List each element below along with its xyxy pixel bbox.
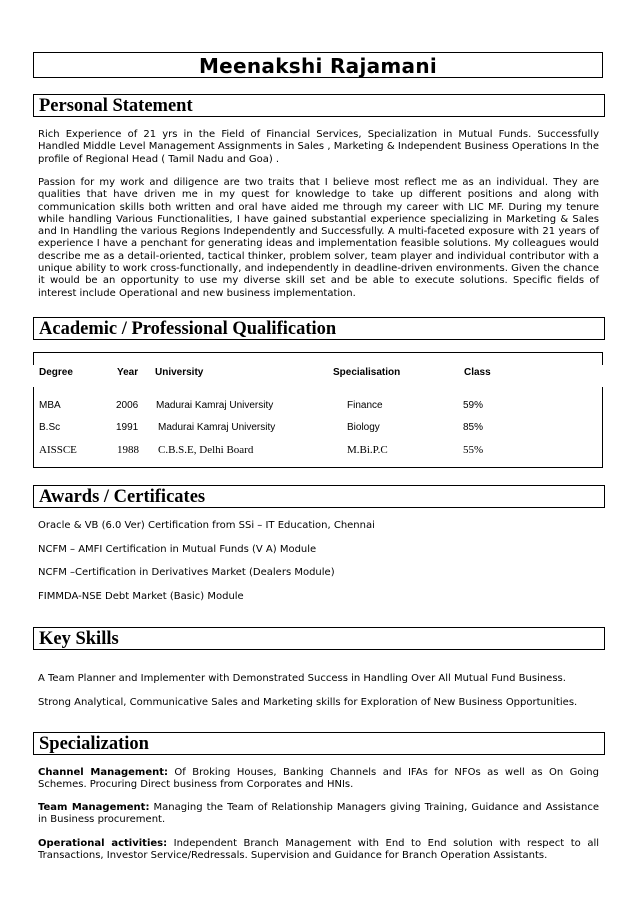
table-cell: M.Bi.P.C — [347, 444, 388, 456]
skill-item: Strong Analytical, Communicative Sales and Marketing skills for Exploration of New Business Opportunities. — [38, 697, 578, 708]
section-academic-qualification — [33, 317, 605, 340]
table-cell: 55% — [463, 444, 484, 456]
table-border-gap — [600, 365, 606, 387]
header-degree: Degree — [39, 367, 73, 378]
table-border-gap — [30, 365, 36, 387]
specialization-item — [38, 767, 599, 792]
table-cell: 1988 — [117, 444, 139, 456]
specialization-text: Of Broking Houses, Banking Channels and IFAs for NFOs as well as On Going Schemes. Procuring Direct business from Corporates and HNIs. — [38, 767, 599, 791]
header-specialisation: Specialisation — [333, 367, 401, 378]
table-cell: 59% — [463, 400, 484, 411]
header-class: Class — [464, 367, 491, 378]
specialization-label: Operational activities: — [38, 838, 168, 849]
skill-item: A Team Planner and Implementer with Demonstrated Success in Handling Over All Mutual Fund Business. — [38, 673, 566, 684]
section-awards — [33, 485, 605, 508]
table-cell: Finance — [347, 400, 383, 411]
table-cell: MBA — [39, 400, 61, 411]
section-title: Academic / Professional Qualification — [39, 319, 337, 339]
table-cell: 1991 — [116, 422, 139, 433]
table-cell: C.B.S.E, Delhi Board — [158, 444, 254, 456]
table-cell: Madurai Kamraj University — [158, 422, 276, 433]
table-cell: Biology — [347, 422, 380, 433]
personal-statement-para-1: Rich Experience of 21 yrs in the Field of Financial Services, Specialization in Mutual Funds. Successfully Handled Middle Level Management Assignments in Sales , Marketing & Independent Business Operations In the profile of Regional Head ( Tamil Nadu and Goa) . — [38, 129, 599, 165]
section-personal-statement — [33, 94, 605, 117]
section-key-skills — [33, 627, 605, 650]
award-item: NCFM – AMFI Certification in Mutual Funds (V A) Module — [38, 544, 317, 555]
specialization-text: Managing the Team of Relationship Managers giving Training, Guidance and Assistance in Business procurement. — [38, 802, 599, 826]
specialization-label: Channel Management: — [38, 767, 168, 778]
specialization-item — [38, 802, 599, 827]
section-specialization — [33, 732, 605, 755]
section-title: Key Skills — [39, 629, 119, 649]
specialization-text: Independent Branch Management with End to End solution with respect to all Transactions, Investor Service/Redressals. Supervision and Guidance for Branch Operation Assistants. — [38, 838, 600, 862]
personal-statement-para-2: Passion for my work and diligence are two traits that I believe most reflect me as an individual. They are qualities that have driven me in my quest for knowledge to take up different positions and along with communication skills both written and oral have aided me through my career with LIC MF. During my tenure while handling Various Functionalities, I have gained substantial experience specializing in Marketing & Sales and In Handling the various Regions Independently and Successfully. A multi-faceted exposure with 21 years of experience I have a penchant for generating ideas and implementation feasible solutions. My colleagues would describe me as a detail-oriented, tactical thinker, problem solver, team player and individual contributor with a unique ability to work cross-functionally, and independently in deadline-driven environments. Given the chance it would be an opportunity to use my diverse skill set and be able to execute solutions. Specific fields of interest include Operational and new business implementation. — [38, 177, 599, 299]
header-university: University — [155, 367, 204, 378]
table-cell: AISSCE — [39, 444, 77, 456]
specialization-item — [38, 838, 599, 863]
candidate-name: Meenakshi Rajamani — [198, 54, 438, 78]
table-cell: 2006 — [116, 400, 139, 411]
header-year: Year — [117, 367, 139, 378]
name-header-box — [33, 52, 603, 78]
award-item: NCFM –Certification in Derivatives Market (Dealers Module) — [38, 567, 335, 578]
section-title: Specialization — [39, 734, 149, 754]
section-title: Awards / Certificates — [39, 487, 206, 507]
qualification-table — [33, 352, 603, 468]
award-item: Oracle & VB (6.0 Ver) Certification from SSi – IT Education, Chennai — [38, 520, 375, 531]
table-cell: 85% — [463, 422, 484, 433]
specialization-label: Team Management: — [38, 802, 150, 813]
award-item: FIMMDA-NSE Debt Market (Basic) Module — [38, 591, 244, 602]
table-cell: Madurai Kamraj University — [156, 400, 274, 411]
table-cell: B.Sc — [39, 422, 61, 433]
section-title: Personal Statement — [39, 96, 193, 116]
